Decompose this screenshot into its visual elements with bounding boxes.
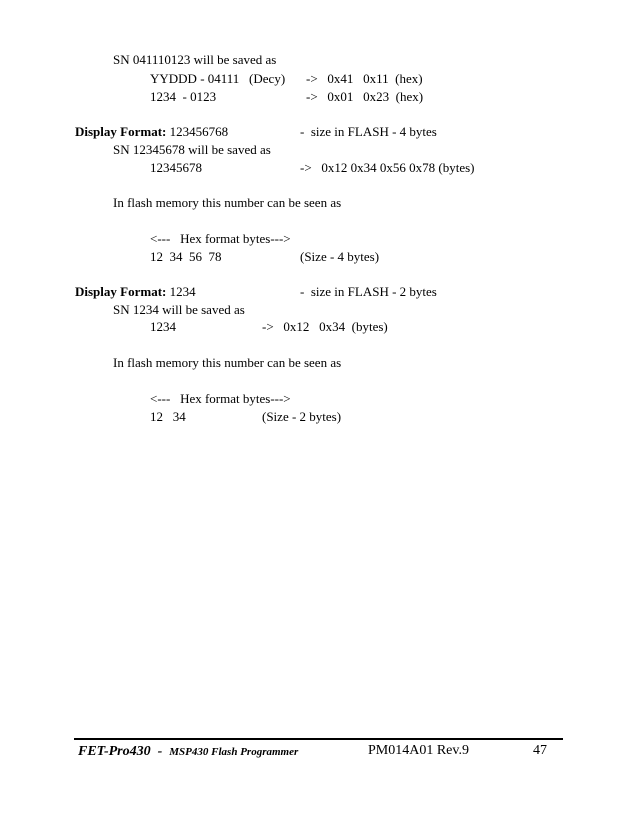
serial-value: 12345678 — [150, 160, 202, 175]
hex-size: (Size - 2 bytes) — [262, 409, 342, 424]
display-format-label: Display Format: — [75, 284, 167, 299]
yyddd-row-left: YYDDD - 04111 (Decy) — [150, 71, 286, 86]
hex-size: (Size - 4 bytes) — [300, 249, 380, 264]
hex-format-header: <--- Hex format bytes---> — [150, 231, 291, 246]
display-format-note: - size in FLASH - 4 bytes — [300, 124, 437, 139]
display-format-label: Display Format: — [75, 124, 167, 139]
hex-values: 12 34 — [150, 409, 186, 424]
serial-bytes: -> 0x12 0x34 0x56 0x78 (bytes) — [300, 160, 475, 175]
yyddd-row-right: -> 0x41 0x11 (hex) — [306, 71, 423, 86]
display-format-note: - size in FLASH - 2 bytes — [300, 284, 437, 299]
page-number: 47 — [533, 743, 547, 758]
sn-saved-line-3: SN 1234 will be saved as — [113, 302, 245, 317]
hex-format-header: <--- Hex format bytes---> — [150, 391, 291, 406]
sn-saved-line-2: SN 12345678 will be saved as — [113, 142, 271, 157]
split-row-left: 1234 - 0123 — [150, 89, 217, 104]
footer-separator: - — [150, 744, 170, 759]
footer-product: FET-Pro430 — [78, 744, 151, 759]
footer-title — [78, 744, 298, 759]
serial-value: 1234 — [150, 319, 176, 334]
footer-doc-id: PM014A01 Rev.9 — [368, 743, 469, 758]
display-format-line-2 — [75, 285, 196, 298]
flash-memory-line: In flash memory this number can be seen as — [113, 195, 342, 210]
flash-memory-line: In flash memory this number can be seen as — [113, 355, 342, 370]
sn-saved-line-1: SN 041110123 will be saved as — [113, 52, 277, 67]
serial-bytes: -> 0x12 0x34 (bytes) — [262, 319, 388, 334]
display-format-value: 1234 — [166, 284, 196, 299]
footer-subtitle: MSP430 Flash Programmer — [169, 746, 299, 758]
split-row-right: -> 0x01 0x23 (hex) — [306, 89, 424, 104]
display-format-value: 123456768 — [166, 124, 229, 139]
display-format-line-1 — [75, 125, 228, 138]
footer-rule — [74, 738, 563, 740]
hex-values: 12 34 56 78 — [150, 249, 222, 264]
